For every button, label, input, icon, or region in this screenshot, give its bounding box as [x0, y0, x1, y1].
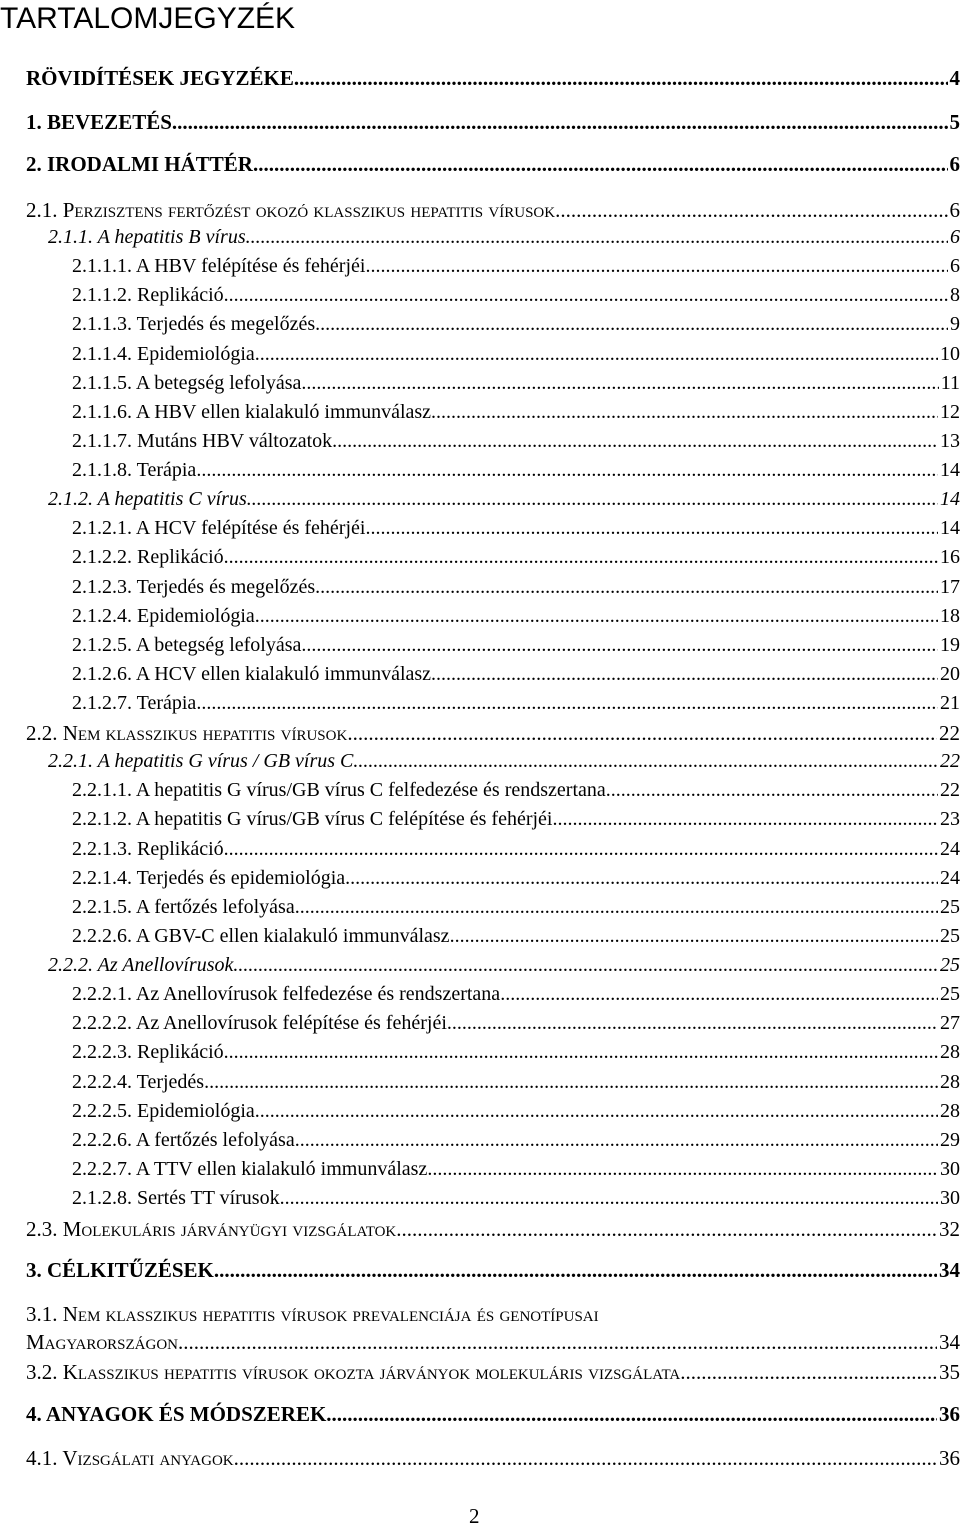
- toc-entry[interactable]: [26, 1446, 960, 1471]
- toc-entry-page: 30: [938, 1187, 960, 1210]
- toc-leader-dots: [224, 284, 948, 307]
- toc-entry[interactable]: [72, 808, 960, 831]
- toc-entry-page: 6: [948, 226, 960, 249]
- toc-leader-dots: [555, 198, 947, 223]
- toc-entry-page: 30: [938, 1158, 960, 1181]
- toc-entry-label: 2.1.2.1. A HCV felépítése és fehérjéi: [72, 517, 365, 540]
- toc-leader-dots: [353, 750, 938, 773]
- toc-entry-page: 29: [938, 1129, 960, 1152]
- toc-leader-dots: [396, 1217, 937, 1242]
- toc-leader-dots: [450, 925, 938, 948]
- toc-entry-page: 12: [938, 401, 960, 424]
- toc-entry-label: 2.1.1.5. A betegség lefolyása: [72, 372, 301, 395]
- toc-entry[interactable]: [72, 343, 960, 366]
- toc-entry[interactable]: [72, 1071, 960, 1094]
- toc-entry[interactable]: [72, 459, 960, 482]
- toc-entry-label: 3. CÉLKITŰZÉSEK: [26, 1258, 214, 1283]
- toc-leader-dots: [365, 517, 938, 540]
- toc-entry-page: 34: [937, 1258, 960, 1283]
- toc-entry-label: 2.2.1.4. Terjedés és epidemiológia: [72, 867, 345, 890]
- toc-entry-page: 22: [937, 721, 960, 746]
- toc-leader-dots: [500, 983, 938, 1006]
- toc-entry-label: 2.2.2.4. Terjedés: [72, 1071, 204, 1094]
- toc-leader-dots: [332, 430, 938, 453]
- toc-entry-page: 25: [938, 896, 960, 919]
- toc-entry[interactable]: [72, 663, 960, 686]
- toc-entry-label: 2.1.1.4. Epidemiológia: [72, 343, 255, 366]
- toc-entry-page: 24: [938, 838, 960, 861]
- toc-leader-dots: [224, 1041, 938, 1064]
- toc-entry[interactable]: [72, 517, 960, 540]
- toc-entry-page: 36: [937, 1402, 960, 1427]
- toc-leader-dots: [280, 1187, 938, 1210]
- toc-leader-dots: [427, 1158, 938, 1181]
- toc-entry-label: 2.1.2.8. Sertés TT vírusok: [72, 1187, 280, 1210]
- toc-leader-dots: [552, 808, 938, 831]
- toc-entry[interactable]: [72, 372, 960, 395]
- toc-entry-label: 2.1. Perzisztens fertőzést okozó klasszikus hepatitis vírusok: [26, 198, 555, 223]
- toc-leader-dots: [295, 896, 938, 919]
- toc-entry-page: 13: [938, 430, 960, 453]
- toc-entry-page: 19: [938, 634, 960, 657]
- toc-leader-dots: [431, 663, 938, 686]
- toc-entry-page: 28: [938, 1100, 960, 1123]
- toc-entry[interactable]: [72, 430, 960, 453]
- toc-entry[interactable]: [72, 255, 960, 278]
- toc-entry-page: 18: [938, 605, 960, 628]
- toc-entry-page: 14: [938, 517, 960, 540]
- toc-entry-label: 2.2.1.2. A hepatitis G vírus/GB vírus C felépítése és fehérjéi: [72, 808, 552, 831]
- toc-entry-page: 9: [948, 313, 960, 336]
- toc-leader-dots: [431, 401, 938, 424]
- toc-entry[interactable]: [72, 401, 960, 424]
- toc-entry[interactable]: [72, 1012, 960, 1035]
- page-title: TARTALOMJEGYZÉK: [0, 2, 295, 36]
- toc-entry[interactable]: [72, 605, 960, 628]
- toc-entry[interactable]: [26, 721, 960, 746]
- toc-entry-label: 2.2.2.1. Az Anellovírusok felfedezése és rendszertana: [72, 983, 500, 1006]
- toc-leader-dots: [253, 152, 948, 177]
- toc-entry[interactable]: [72, 983, 960, 1006]
- toc-entry-label: 2. IRODALMI HÁTTÉR: [26, 152, 253, 177]
- toc-entry-label: 2.1.2.7. Terápia: [72, 692, 196, 715]
- toc-entry[interactable]: [72, 779, 960, 802]
- toc-entry-label: 2.2.2.2. Az Anellovírusok felépítése és fehérjéi: [72, 1012, 447, 1035]
- toc-entry[interactable]: [48, 750, 960, 773]
- toc-leader-dots: [680, 1360, 937, 1385]
- toc-leader-dots: [224, 838, 938, 861]
- toc-entry-page: 6: [948, 255, 960, 278]
- toc-leader-dots: [447, 1012, 938, 1035]
- toc-entry-page: 22: [938, 779, 960, 802]
- toc-entry-page: 25: [938, 954, 960, 977]
- toc-entry-label: 2.2.1.5. A fertőzés lefolyása: [72, 896, 295, 919]
- toc-entry[interactable]: [72, 838, 960, 861]
- toc-leader-dots: [255, 605, 938, 628]
- toc-entry-page: 28: [938, 1071, 960, 1094]
- toc-entry-label: 2.1.1.1. A HBV felépítése és fehérjéi: [72, 255, 365, 278]
- toc-entry-page: 24: [938, 867, 960, 890]
- toc-leader-dots: [255, 1100, 938, 1123]
- toc-entry-label: 2.1.2. A hepatitis C vírus: [48, 488, 247, 511]
- toc-entry[interactable]: [72, 1041, 960, 1064]
- toc-leader-dots: [246, 226, 948, 249]
- toc-entry-page: 32: [937, 1217, 960, 1242]
- toc-leader-dots: [365, 255, 948, 278]
- toc-entry-label: 2.1.1. A hepatitis B vírus: [48, 226, 246, 249]
- toc-entry-label: 2.1.1.3. Terjedés és megelőzés: [72, 313, 315, 336]
- toc-entry[interactable]: [26, 1258, 960, 1283]
- toc-leader-dots: [196, 459, 938, 482]
- toc-leader-dots: [172, 110, 948, 135]
- toc-entry-label: 2.1.1.7. Mutáns HBV változatok: [72, 430, 332, 453]
- toc-entry[interactable]: [26, 152, 960, 177]
- toc-entry-label: 4.1. Vizsgálati anyagok: [26, 1446, 234, 1471]
- toc-entry[interactable]: [72, 284, 960, 307]
- toc-leader-dots: [233, 954, 938, 977]
- toc-entry[interactable]: [72, 1158, 960, 1181]
- toc-entry-label: 2.2.2.5. Epidemiológia: [72, 1100, 255, 1123]
- toc-entry-page: 22: [938, 750, 960, 773]
- toc-entry-label: 2.1.1.8. Terápia: [72, 459, 196, 482]
- toc-entry[interactable]: [26, 1330, 960, 1355]
- toc-entry[interactable]: [72, 867, 960, 890]
- toc-entry[interactable]: [26, 1360, 960, 1385]
- toc-entry-label: 2.2.2.7. A TTV ellen kialakuló immunválasz: [72, 1158, 427, 1181]
- toc-entry-label: 2.1.2.4. Epidemiológia: [72, 605, 255, 628]
- toc-entry[interactable]: [72, 313, 960, 336]
- toc-entry-page: 25: [938, 925, 960, 948]
- toc-entry-page: 11: [939, 372, 960, 395]
- toc-entry[interactable]: [48, 954, 960, 977]
- toc-entry-page: 4: [948, 66, 960, 91]
- toc-entry-label: 4. ANYAGOK ÉS MÓDSZEREK: [26, 1402, 326, 1427]
- toc-entry-page: 6: [948, 152, 960, 177]
- toc-entry-page: 17: [938, 576, 960, 599]
- toc-leader-dots: [294, 66, 948, 91]
- toc-entry-label: RÖVIDÍTÉSEK JEGYZÉKE: [26, 66, 294, 91]
- toc-entry-page: 14: [938, 488, 960, 511]
- toc-entry-label: 2.2.2.6. A fertőzés lefolyása: [72, 1129, 295, 1152]
- toc-entry-label: Magyarországon: [26, 1330, 178, 1355]
- toc-entry[interactable]: [72, 1187, 960, 1210]
- toc-entry-label: 2.2.1.3. Replikáció: [72, 838, 224, 861]
- toc-entry-label: 1. BEVEZETÉS: [26, 110, 172, 135]
- toc-leader-dots: [326, 1402, 937, 1427]
- page-number: 2: [469, 1504, 480, 1529]
- toc-entry-page: 23: [938, 808, 960, 831]
- toc-entry[interactable]: [26, 198, 960, 223]
- toc-leader-dots: [315, 576, 938, 599]
- toc-entry-label: 2.1.1.2. Replikáció: [72, 284, 224, 307]
- toc-leader-dots: [301, 372, 938, 395]
- toc-leader-dots: [204, 1071, 938, 1094]
- toc-entry-label: 2.2.1. A hepatitis G vírus / GB vírus C: [48, 750, 353, 773]
- toc-entry[interactable]: [48, 488, 960, 511]
- toc-leader-dots: [295, 1129, 938, 1152]
- toc-leader-dots: [315, 313, 948, 336]
- toc-entry[interactable]: [48, 226, 960, 249]
- toc-entry-label: 2.1.2.2. Replikáció: [72, 546, 224, 569]
- toc-entry-label: 2.2.2.3. Replikáció: [72, 1041, 224, 1064]
- toc-leader-dots: [247, 488, 938, 511]
- toc-entry-page: 35: [937, 1360, 960, 1385]
- toc-leader-dots: [234, 1446, 937, 1471]
- toc-leader-dots: [196, 692, 938, 715]
- toc-entry[interactable]: [72, 896, 960, 919]
- toc-entry[interactable]: [72, 1100, 960, 1123]
- toc-entry-page: 21: [938, 692, 960, 715]
- toc-leader-dots: [301, 634, 938, 657]
- toc-entry-label: 3.2. Klasszikus hepatitis vírusok okozta járványok molekuláris vizsgálata: [26, 1360, 680, 1385]
- toc-leader-dots: [606, 779, 938, 802]
- toc-entry[interactable]: [26, 1217, 960, 1242]
- toc-entry-label: 2.1.2.6. A HCV ellen kialakuló immunválasz: [72, 663, 431, 686]
- toc-entry[interactable]: [72, 925, 960, 948]
- toc-entry[interactable]: [26, 110, 960, 135]
- toc-leader-dots: [224, 546, 938, 569]
- toc-entry-page: 5: [948, 110, 960, 135]
- toc-leader-dots: [345, 867, 938, 890]
- toc-entry-label: 2.2.2. Az Anellovírusok: [48, 954, 233, 977]
- toc-entry-label: 2.1.1.6. A HBV ellen kialakuló immunválasz: [72, 401, 431, 424]
- toc-entry-page: 36: [937, 1446, 960, 1471]
- toc-entry[interactable]: [72, 576, 960, 599]
- toc-entry[interactable]: [72, 692, 960, 715]
- toc-entry-page: 27: [938, 1012, 960, 1035]
- toc-entry-page: 10: [938, 343, 960, 366]
- toc-entry-label: 2.2.2.6. A GBV-C ellen kialakuló immunválasz: [72, 925, 450, 948]
- toc-entry[interactable]: [72, 634, 960, 657]
- toc-entry[interactable]: [26, 66, 960, 91]
- toc-entry[interactable]: [72, 546, 960, 569]
- toc-entry-label: 2.1.2.3. Terjedés és megelőzés: [72, 576, 315, 599]
- toc-entry-page: 25: [938, 983, 960, 1006]
- toc-entry-label: 2.2. Nem klasszikus hepatitis vírusok: [26, 721, 347, 746]
- toc-entry-page: 20: [938, 663, 960, 686]
- toc-entry-page: 16: [938, 546, 960, 569]
- toc-entry-page: 28: [938, 1041, 960, 1064]
- toc-leader-dots: [214, 1258, 937, 1283]
- toc-entry-page: 6: [948, 198, 960, 223]
- toc-entry-page: 34: [937, 1330, 960, 1355]
- toc-entry-label: 2.3. Molekuláris járványügyi vizsgálatok: [26, 1217, 396, 1242]
- toc-entry-page: 14: [938, 459, 960, 482]
- toc-leader-dots: [347, 721, 937, 746]
- toc-leader-dots: [178, 1330, 937, 1355]
- toc-entry-label: 2.1.2.5. A betegség lefolyása: [72, 634, 301, 657]
- toc-leader-dots: [255, 343, 938, 366]
- toc-entry[interactable]: [26, 1402, 960, 1427]
- toc-entry-page: 8: [948, 284, 960, 307]
- toc-entry-label: 2.2.1.1. A hepatitis G vírus/GB vírus C felfedezése és rendszertana: [72, 779, 606, 802]
- toc-entry[interactable]: [72, 1129, 960, 1152]
- toc-entry-continuation: 3.1. Nem klasszikus hepatitis vírusok prevalenciája és genotípusai: [26, 1302, 599, 1327]
